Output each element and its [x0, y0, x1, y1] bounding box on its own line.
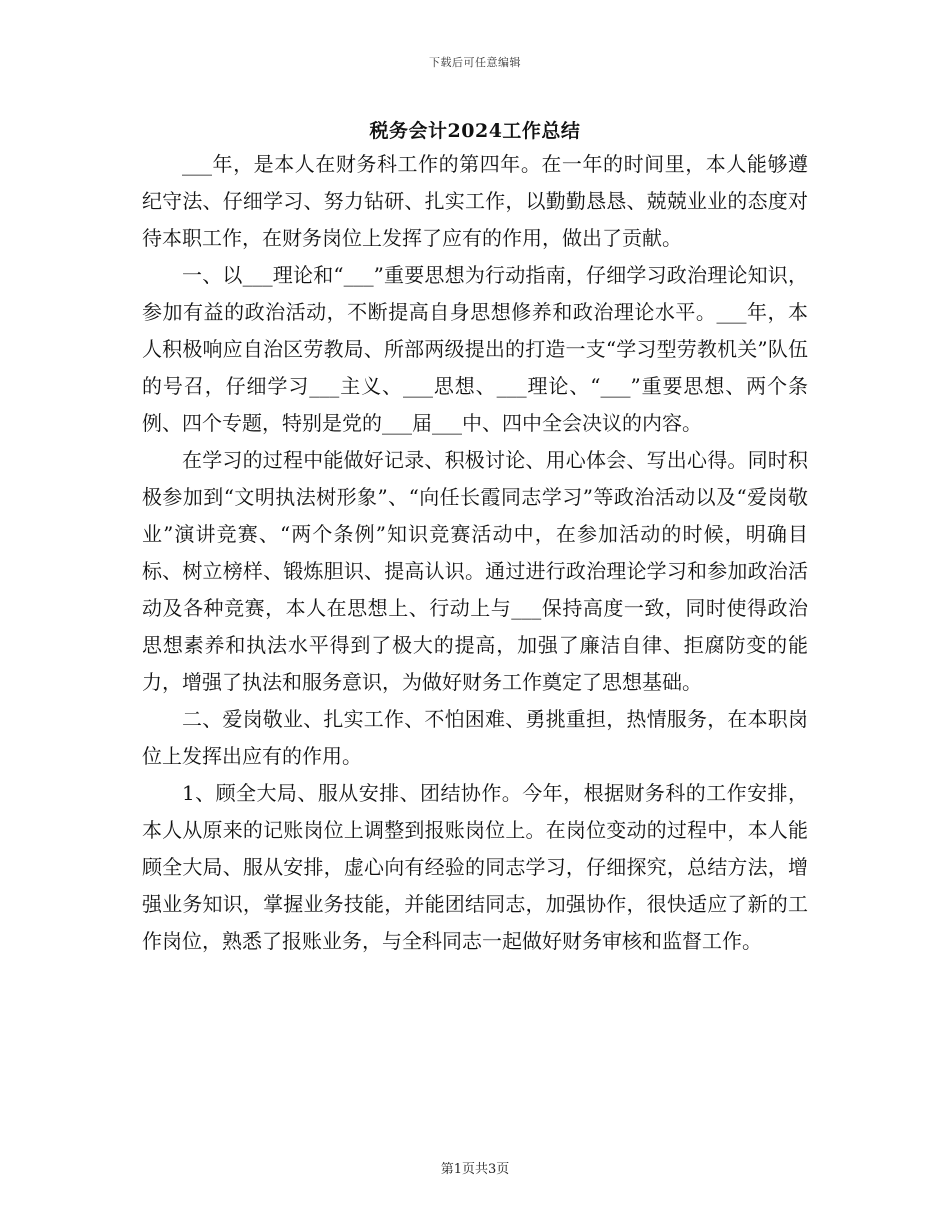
page-header-note: 下载后可任意编辑	[429, 56, 521, 69]
paragraph-section-2: 二、爱岗敬业、扎实工作、不怕困难、勇挑重担，热情服务，在本职岗位上发挥出应有的作用。	[142, 707, 808, 768]
document-body	[142, 146, 808, 960]
paragraph-intro: ___年，是本人在财务科工作的第四年。在一年的时间里，本人能够遵纪守法、仔细学习、努力钻研、扎实工作，以勤勤恳恳、兢兢业业的态度对待本职工作，在财务岗位上发挥了应有的作用，做出了贡献。	[142, 152, 808, 250]
page-number: 第1页共3页	[440, 1162, 510, 1177]
paragraph-item-1: 1、顾全大局、服从安排、团结协作。今年，根据财务科的工作安排，本人从原来的记账岗位上调整到报账岗位上。在岗位变动的过程中，本人能顾全大局、服从安排，虚心向有经验的同志学习，仔细探究，总结方法，增强业务知识，掌握业务技能，并能团结同志，加强协作，很快适应了新的工作岗位，熟悉了报账业务，与全科同志一起做好财务审核和监督工作。	[142, 781, 808, 953]
paragraph-section-1: 一、以___理论和“___”重要思想为行动指南，仔细学习政治理论知识，参加有益的政治活动，不断提高自身思想修养和政治理论水平。___年，本人积极响应自治区劳教局、所部两级提出的打造一支“学习型劳教机关”队伍的号召，仔细学习___主义、___思想、___理论、“___”重要思想、两个条例、四个专题，特别是党的___届___中、四中全会决议的内容。	[142, 263, 808, 435]
document-title: 税务会计2024工作总结	[369, 120, 581, 142]
paragraph-study-activities: 在学习的过程中能做好记录、积极讨论、用心体会、写出心得。同时积极参加到“文明执法树形象”、“向任长霞同志学习”等政治活动以及“爱岗敬业”演讲竞赛、“两个条例”知识竞赛活动中，在参加活动的时候，明确目标、树立榜样、锻炼胆识、提高认识。通过进行政治理论学习和参加政治活动及各种竞赛，本人在思想上、行动上与___保持高度一致，同时使得政治思想素养和执法水平得到了极大的提高，加强了廉洁自律、拒腐防变的能力，增强了执法和服务意识，为做好财务工作奠定了思想基础。	[142, 448, 808, 694]
